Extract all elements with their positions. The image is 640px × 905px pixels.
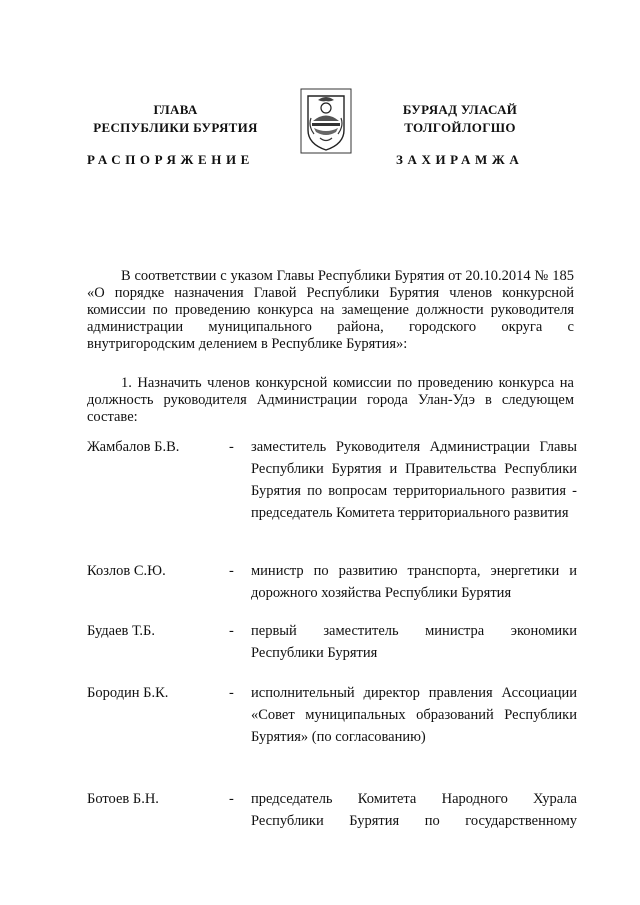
item-1-text: 1. Назначить членов конкурсной комиссии по проведению конкурса на должность руководителя Администрации города Улан-Удэ в следующем составе:	[87, 375, 574, 425]
issuer-title-line1: ГЛАВА	[153, 102, 198, 117]
item-1-paragraph	[87, 375, 574, 426]
member-role: министр по развитию транспорта, энергетики и дорожного хозяйства Республики Бурятия	[251, 563, 577, 601]
issuer-title-line1-buryat: БУРЯАД УЛАСАЙ	[402, 102, 518, 117]
member-role: заместитель Руководителя Администрации Главы Республики Бурятия и Правительства Республики Бурятия по вопросам территориального развития - председатель Комитета территориального развития	[251, 439, 577, 521]
document-type-russian: РАСПОРЯЖЕНИЕ	[87, 152, 254, 167]
member-dash: -	[229, 791, 234, 807]
member-dash: -	[229, 623, 234, 639]
member-name: Будаев Т.Б.	[87, 623, 156, 639]
member-role: исполнительный директор правления Ассоциации «Совет муниципальных образований Республики Бурятия» (по согласованию)	[251, 685, 577, 745]
member-dash: -	[229, 439, 234, 455]
member-role: первый заместитель министра экономики Республики Бурятия	[251, 623, 577, 661]
intro-text: В соответствии с указом Главы Республики Бурятия от 20.10.2014 № 185 «О порядке назначения Главой Республики Бурятия членов конкурсной комиссии по проведению конкурса на замещение должности руководителя администрации муниципального района, городского округа с внутригородским делением в Республике Бурятия»:	[87, 268, 574, 352]
issuer-header-russian	[78, 101, 273, 137]
intro-paragraph	[87, 268, 574, 353]
issuer-title-line2: РЕСПУБЛИКИ БУРЯТИЯ	[93, 120, 258, 135]
issuer-header-buryat	[372, 101, 548, 137]
document-type-buryat: ЗАХИРАМЖА	[396, 152, 524, 167]
member-name: Козлов С.Ю.	[87, 563, 166, 579]
issuer-title-line2-buryat: ТОЛГОЙЛОГШО	[404, 120, 516, 135]
member-name: Бородин Б.К.	[87, 685, 169, 701]
member-dash: -	[229, 563, 234, 579]
coat-of-arms-icon	[300, 88, 352, 154]
member-dash: -	[229, 685, 234, 701]
member-name: Ботоев Б.Н.	[87, 791, 159, 807]
member-role: председатель Комитета Народного Хурала Республики Бурятия по государственному	[251, 791, 577, 829]
member-name: Жамбалов Б.В.	[87, 439, 180, 455]
